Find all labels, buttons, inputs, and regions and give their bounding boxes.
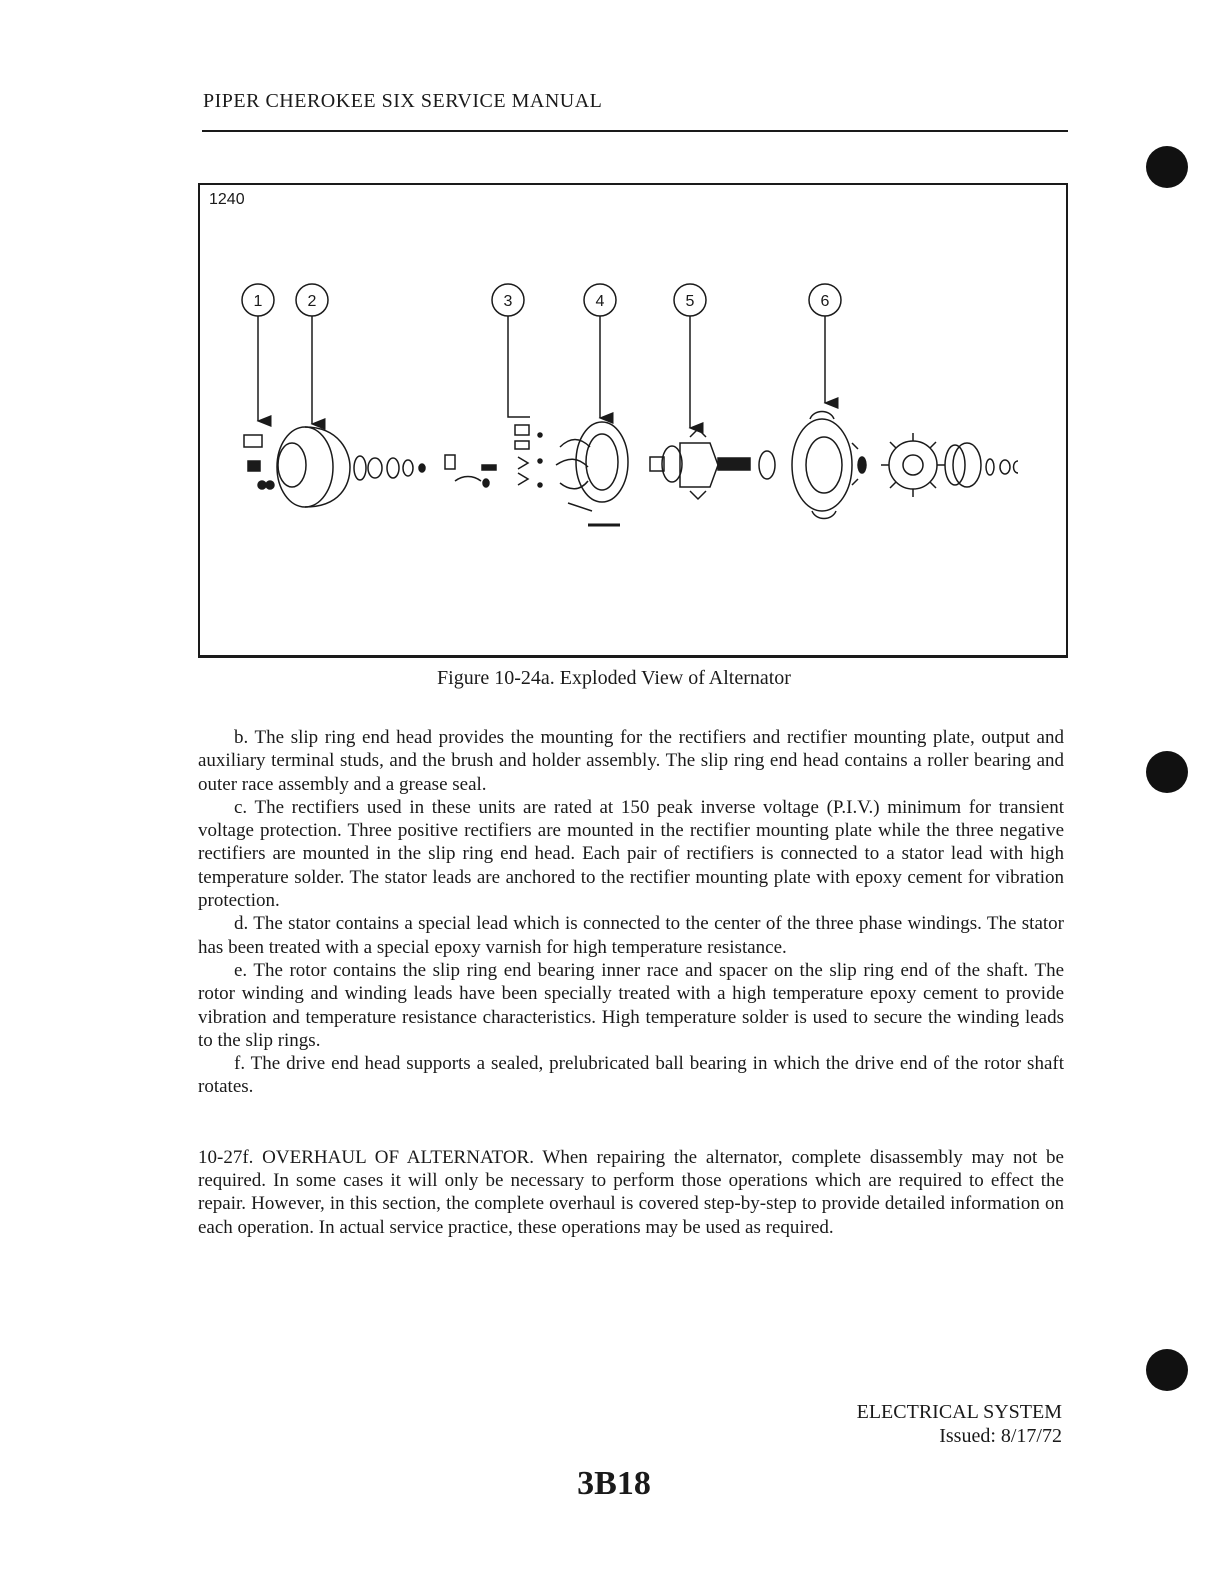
rectifier-parts [515,425,542,487]
paragraph-e: e. The rotor contains the slip ring end bearing inner race and spacer on the slip ring end of the shaft. The rotor winding and winding leads have been specially treated with a high temperature epoxy cement to provide vibration and temperature resistance characteristics. High temperature solder is used to secure the winding leads to the slip rings. [198,959,1064,1051]
callout-2-label: 2 [307,293,317,310]
figure-caption: Figure 10-24a. Exploded View of Alternator [437,667,791,689]
page-footer [857,1400,1062,1448]
header-rule [202,130,1068,132]
brush-holder-parts [354,455,496,487]
paragraph-f: f. The drive end head supports a sealed, prelubricated ball bearing in which the drive end of the rotor shaft rotates. [198,1053,1064,1098]
page-header-title: PIPER CHEROKEE SIX SERVICE MANUAL [203,90,603,112]
body-text [198,726,1064,1239]
paragraph-b: b. The slip ring end head provides the mounting for the rectifiers and rectifier mounting plate, output and auxiliary terminal studs, and the brush and holder assembly. The slip ring end head contains a roller bearing and outer race assembly and a grease seal. [198,727,1064,795]
callout-3-bracket [508,316,530,417]
callout-1-label: 1 [253,293,263,310]
figure-number: 1240 [209,191,245,208]
callout-3-label: 3 [503,293,513,310]
callout-4-label: 4 [595,293,605,310]
rotor [650,429,775,499]
page-number: 3B18 [577,1465,651,1502]
binder-hole-middle [1146,751,1188,793]
callout-5-label: 5 [685,293,695,310]
binder-hole-top [1146,146,1188,188]
callout-6-label: 6 [820,293,830,310]
paragraph-d: d. The stator contains a special lead which is connected to the center of the three phase windings. The stator has been treated with a special epoxy varnish for high temperature resistance. [198,913,1064,958]
stator [556,422,628,525]
binder-hole-bottom [1146,1349,1188,1391]
section-overhaul-of-alternator: 10-27f. OVERHAUL OF ALTERNATOR. When repairing the alternator, complete disassembly may not be required. In some cases it will only be necessary to perform those operations which are required to effect the repair. However, in this section, the complete overhaul is covered step-by-step to provide detailed information on each operation. In actual service practice, these operations may be used as required. [198,1146,1064,1238]
paragraph-c: c. The rectifiers used in these units are rated at 150 peak inverse voltage (P.I.V.) minimum for transient voltage protection. Three positive rectifiers are mounted in the rectifier mounting plate while the three negative rectifiers are mounted in the slip ring end head. Each pair of rectifiers is connected to a stator lead with high temperature solder. The stator leads are anchored to the rectifier mounting plate with epoxy cement for vibration protection. [198,796,1064,912]
drive-end-head [792,412,866,519]
footer-section: ELECTRICAL SYSTEM [856,1401,1062,1423]
slip-ring-end-head [244,427,350,507]
footer-issued-date: Issued: 8/17/72 [939,1425,1062,1447]
alternator-exploded-view [200,185,1066,655]
fan-and-pulley [881,433,1018,497]
figure-frame [198,183,1068,658]
